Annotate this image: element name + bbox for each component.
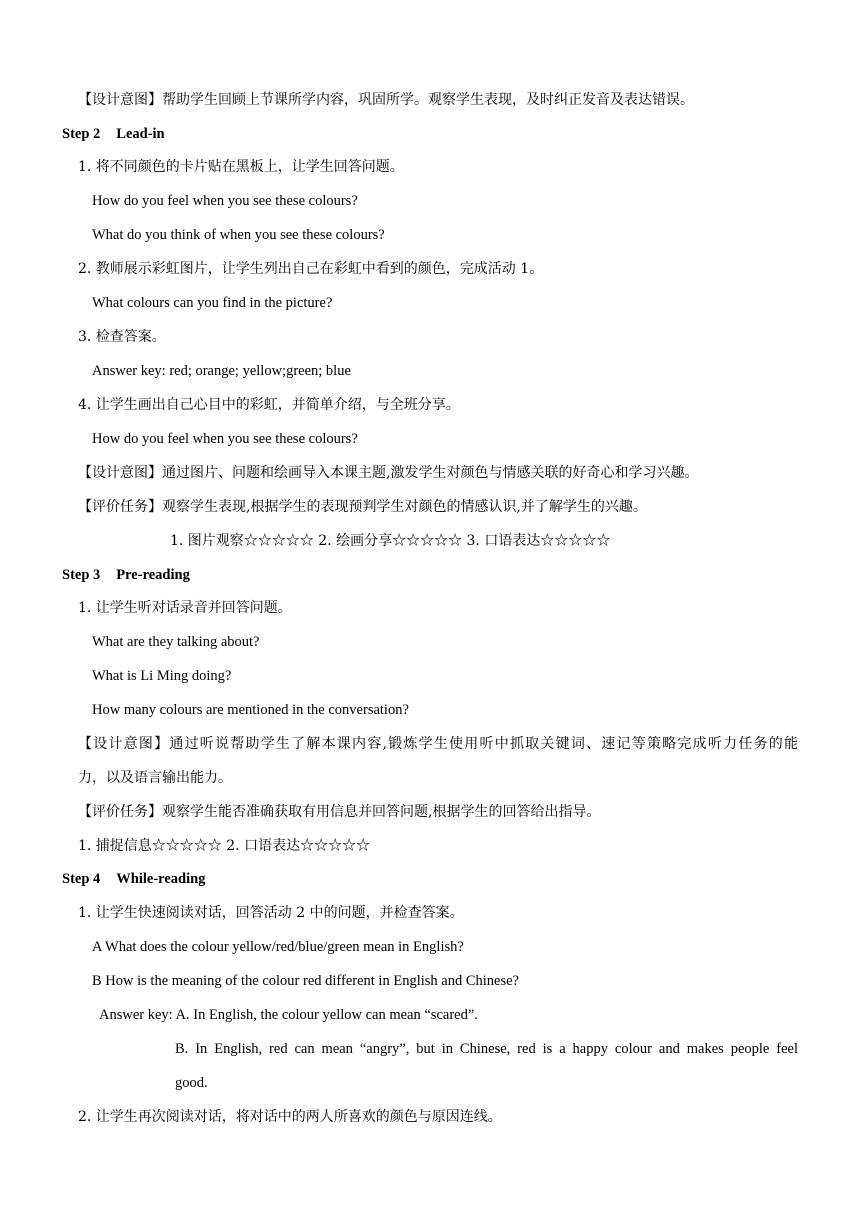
- question-text: A What does the colour yellow/red/blue/green mean in English?: [92, 939, 464, 955]
- rating-line: 1. 捕捉信息☆☆☆☆☆ 2. 口语表达☆☆☆☆☆: [78, 838, 371, 854]
- step-heading: [62, 124, 165, 144]
- list-item: 1. 让学生听对话录音并回答问题。: [78, 600, 292, 616]
- evaluation-task-note: 【评价任务】观察学生能否准确获取有用信息并回答问题,根据学生的回答给出指导。: [78, 804, 601, 820]
- list-item: 2. 让学生再次阅读对话，将对话中的两人所喜欢的颜色与原因连线。: [78, 1109, 502, 1125]
- evaluation-task-note: 【评价任务】观察学生表现,根据学生的表现预判学生对颜色的情感认识,并了解学生的兴趣。: [78, 499, 647, 515]
- design-intent-note-cont: 力，以及语言输出能力。: [78, 770, 232, 786]
- question-text: How do you feel when you see these colours?: [92, 193, 358, 209]
- question-text: How do you feel when you see these colours?: [92, 431, 358, 447]
- step-number: Step 3: [62, 567, 101, 583]
- step-number: Step 4: [62, 871, 101, 887]
- list-item: 2. 教师展示彩虹图片，让学生列出自己在彩虹中看到的颜色，完成活动 1。: [78, 261, 544, 277]
- question-text: What colours can you find in the picture?: [92, 295, 333, 311]
- question-text: B How is the meaning of the colour red different in English and Chinese?: [92, 973, 519, 989]
- list-item: 4. 让学生画出自己心目中的彩虹，并简单介绍，与全班分享。: [78, 397, 460, 413]
- list-item: 3. 检查答案。: [78, 329, 166, 345]
- answer-key-b: B. In English, red can mean “angry”, but in Chinese, red is a happy colour and makes people feel: [175, 1041, 798, 1057]
- step-heading: [62, 565, 190, 585]
- design-intent-note: 【设计意图】帮助学生回顾上节课所学内容，巩固所学。观察学生表现，及时纠正发音及表达错误。: [78, 92, 694, 108]
- design-intent-note: 【设计意图】通过听说帮助学生了解本课内容,锻炼学生使用听中抓取关键词、速记等策略完成听力任务的能: [78, 736, 798, 752]
- answer-key-b-cont: good.: [175, 1075, 208, 1091]
- step-heading: [62, 869, 205, 889]
- step-title: Pre-reading: [116, 567, 190, 583]
- answer-key: Answer key: A. In English, the colour yellow can mean “scared”.: [99, 1007, 478, 1023]
- question-text: What are they talking about?: [92, 634, 260, 650]
- question-text: What is Li Ming doing?: [92, 668, 232, 684]
- question-text: What do you think of when you see these colours?: [92, 227, 385, 243]
- list-item: 1. 让学生快速阅读对话，回答活动 2 中的问题，并检查答案。: [78, 905, 464, 921]
- step-number: Step 2: [62, 126, 101, 142]
- answer-key: Answer key: red; orange; yellow;green; blue: [92, 363, 351, 379]
- question-text: How many colours are mentioned in the conversation?: [92, 702, 409, 718]
- step-title: Lead-in: [116, 126, 165, 142]
- rating-line: 1. 图片观察☆☆☆☆☆ 2. 绘画分享☆☆☆☆☆ 3. 口语表达☆☆☆☆☆: [170, 533, 611, 549]
- design-intent-note: 【设计意图】通过图片、问题和绘画导入本课主题,激发学生对颜色与情感关联的好奇心和学习兴趣。: [78, 465, 699, 481]
- list-item: 1. 将不同颜色的卡片贴在黑板上，让学生回答问题。: [78, 159, 404, 175]
- step-title: While-reading: [116, 871, 206, 887]
